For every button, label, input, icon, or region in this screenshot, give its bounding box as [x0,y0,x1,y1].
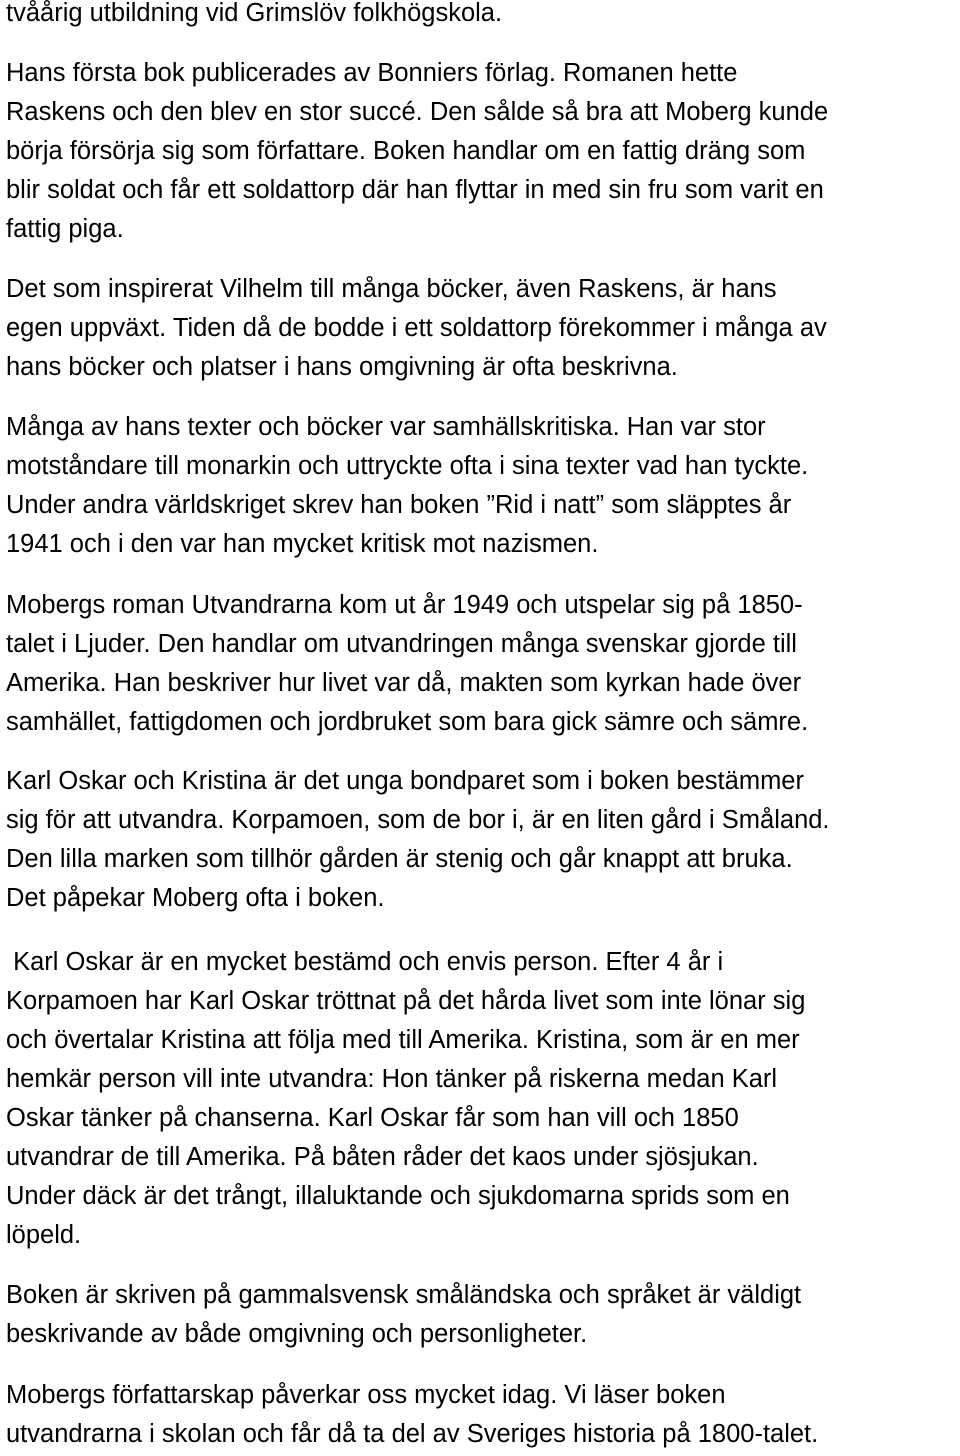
paragraph-education [6,0,502,33]
paragraph-utvandrarna [6,586,808,742]
text-line: Boken är skriven på gammalsvensk småländska och språket är väldigt [6,1281,802,1309]
text-line: Den lilla marken som tillhör gården är stenig och går knappt att bruka. [6,845,793,873]
text-line: och övertalar Kristina att följa med till Amerika. Kristina, som är en mer [6,1026,800,1054]
text-line: motståndare till monarkin och uttryckte ofta i sina texter vad han tyckte. [6,452,809,480]
text-line: hemkär person vill inte utvandra: Hon tänker på riskerna medan Karl [6,1065,778,1093]
text-line: Mobergs roman Utvandrarna kom ut år 1949 och utspelar sig på 1850- [6,591,803,619]
text-line: Karl Oskar är en mycket bestämd och envis person. Efter 4 år i [6,948,724,976]
paragraph-language [6,1276,801,1354]
text-line: Oskar tänker på chanserna. Karl Oskar får som han vill och 1850 [6,1104,739,1132]
paragraph-first-book [6,54,828,249]
text-line: blir soldat och får ett soldattorp där han flyttar in med sin fru som varit en [6,176,824,204]
text-line: talet i Ljuder. Den handlar om utvandringen många svenskar gjorde till [6,630,797,658]
text-line: Korpamoen har Karl Oskar tröttnat på det hårda livet som inte lönar sig [6,987,806,1015]
text-line: Hans första bok publicerades av Bonniers förlag. Romanen hette [6,59,738,87]
text-line: Många av hans texter och böcker var samhällskritiska. Han var stor [6,413,766,441]
text-line: egen uppväxt. Tiden då de bodde i ett soldattorp förekommer i många av [6,314,827,342]
text-line: Karl Oskar och Kristina är det unga bondparet som i boken bestämmer [6,767,804,795]
text-line: Amerika. Han beskriver hur livet var då, makten som kyrkan hade över [6,669,802,697]
text-line: Raskens och den blev en stor succé. Den sålde så bra att Moberg kunde [6,98,829,126]
text-line: Under däck är det trångt, illaluktande och sjukdomarna sprids som en [6,1182,790,1210]
text-line: Under andra världskriget skrev han boken ”Rid i natt” som släpptes år [6,491,792,519]
text-line: utvandrar de till Amerika. På båten råder det kaos under sjösjukan. [6,1143,759,1171]
text-line: utvandrarna i skolan och får då ta del av Sveriges historia på 1800-talet. [6,1420,819,1448]
text-line: beskrivande av både omgivning och personligheter. [6,1320,588,1348]
text-line: tvåårig utbildning vid Grimslöv folkhögskola. [6,0,503,27]
paragraph-karl-oskar-kristina [6,762,830,918]
text-line: Det som inspirerat Vilhelm till många böcker, även Raskens, är hans [6,275,777,303]
paragraph-emigration [6,943,805,1255]
text-line: börja försörja sig som författare. Boken handlar om en fattig dräng som [6,137,806,165]
text-line: samhället, fattigdomen och jordbruket som bara gick sämre och sämre. [6,708,809,736]
text-line: löpeld. [6,1221,82,1249]
text-line: Det påpekar Moberg ofta i boken. [6,884,385,912]
paragraph-influence [6,1376,818,1454]
text-line: fattig piga. [6,215,124,243]
text-line: 1941 och i den var han mycket kritisk mot nazismen. [6,530,599,558]
paragraph-inspiration [6,270,827,387]
text-line: hans böcker och platser i hans omgivning är ofta beskrivna. [6,353,678,381]
text-line: Mobergs författarskap påverkar oss mycket idag. Vi läser boken [6,1381,726,1409]
paragraph-social-criticism [6,408,808,564]
text-line: sig för att utvandra. Korpamoen, som de bor i, är en liten gård i Småland. [6,806,830,834]
